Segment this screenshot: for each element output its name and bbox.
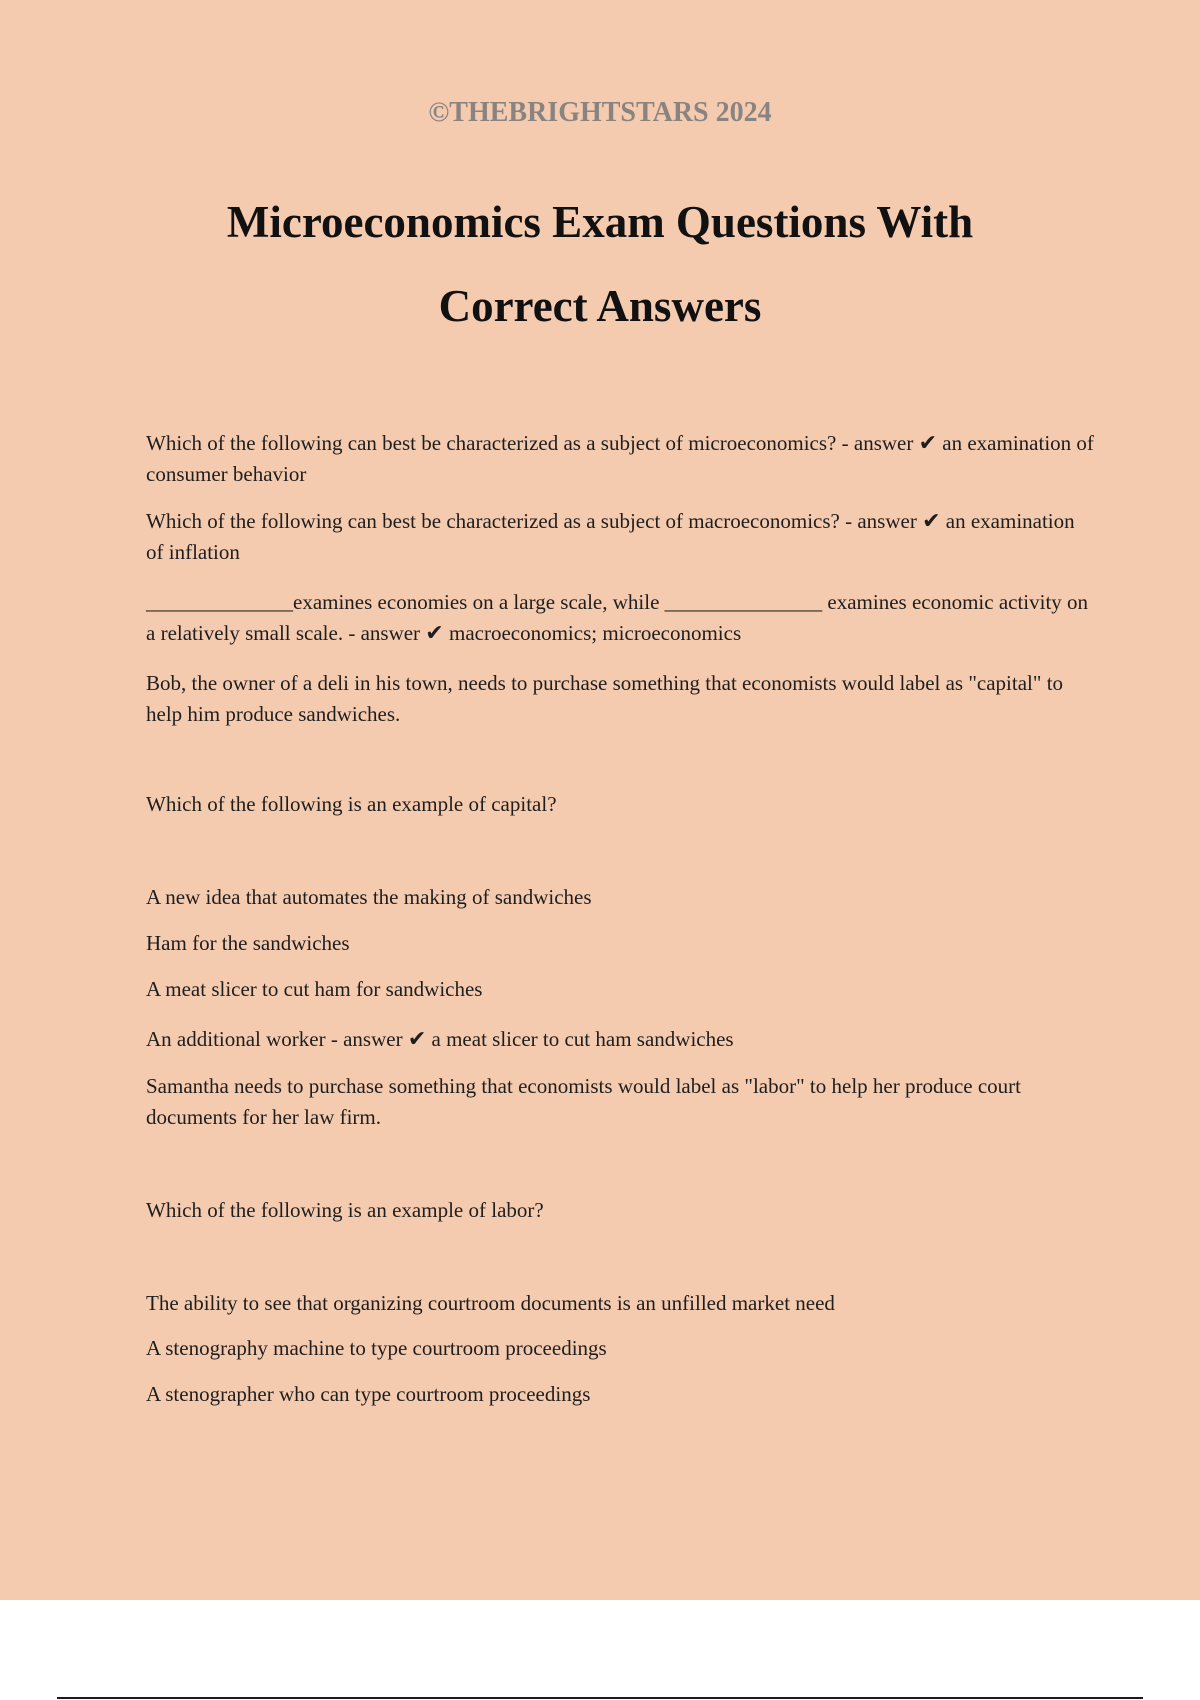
option-5 [146, 1288, 1096, 1319]
option-3 [146, 974, 1096, 1005]
question-text: Bob, the owner of a deli in his town, needs to purchase something that economists would label as "capital" to help him produce sandwiches. [146, 671, 1064, 726]
option-1 [146, 882, 1096, 913]
option-text: Ham for the sandwiches [146, 931, 350, 955]
question-text: Samantha needs to purchase something that economists would label as "labor" to help her produce court documents for her law firm. [146, 1074, 1021, 1129]
copyright-notice: ©THEBRIGHTSTARS 2024 [428, 97, 772, 128]
option-2 [146, 928, 1096, 959]
option-6 [146, 1333, 1096, 1364]
qa-paragraph-4 [146, 668, 1096, 730]
option-text: A stenographer who can type courtroom proceedings [146, 1382, 591, 1406]
checkmark-icon: ✔ [425, 621, 444, 646]
checkmark-icon: ✔ [922, 509, 941, 534]
answer-text: a meat slicer to cut ham sandwiches [431, 1027, 734, 1051]
option-7 [146, 1379, 1096, 1410]
question-text: Which of the following is an example of capital? [146, 792, 557, 816]
question-text: Which of the following can best be characterized as a subject of microeconomics? - answer [146, 431, 914, 455]
checkmark-icon: ✔ [407, 1027, 427, 1052]
checkmark-icon: ✔ [918, 431, 938, 456]
qa-paragraph-1 [146, 428, 1096, 490]
question-text: ______________examines economies on a large scale, while _______________ examines economic activity on a relatively small scale. - answer [146, 590, 1089, 645]
qa-paragraph-5 [146, 789, 1096, 820]
answer-text: macroeconomics; microeconomics [448, 621, 742, 645]
qa-paragraph-7 [146, 1195, 1096, 1226]
qa-paragraph-6 [146, 1071, 1096, 1133]
answer-text: an examination of consumer behavior [146, 431, 1094, 486]
option-4-with-answer [146, 1024, 1096, 1055]
footer-divider [57, 1697, 1143, 1699]
option-text: A new idea that automates the making of sandwiches [146, 885, 592, 909]
option-text: A stenography machine to type courtroom proceedings [146, 1336, 607, 1360]
document-title [0, 180, 1200, 348]
title-line-1: Microeconomics Exam Questions With [226, 197, 974, 247]
answer-text: an examination of inflation [146, 509, 1075, 564]
option-text: A meat slicer to cut ham for sandwiches [146, 977, 483, 1001]
question-text: Which of the following can best be characterized as a subject of macroeconomics? - answer [146, 509, 917, 533]
question-text: Which of the following is an example of labor? [146, 1198, 544, 1222]
option-text: The ability to see that organizing courtroom documents is an unfilled market need [146, 1291, 835, 1315]
title-line-2: Correct Answers [438, 281, 762, 331]
option-text: An additional worker - answer [146, 1027, 403, 1051]
qa-paragraph-2 [146, 506, 1096, 568]
qa-paragraph-3 [146, 587, 1096, 649]
